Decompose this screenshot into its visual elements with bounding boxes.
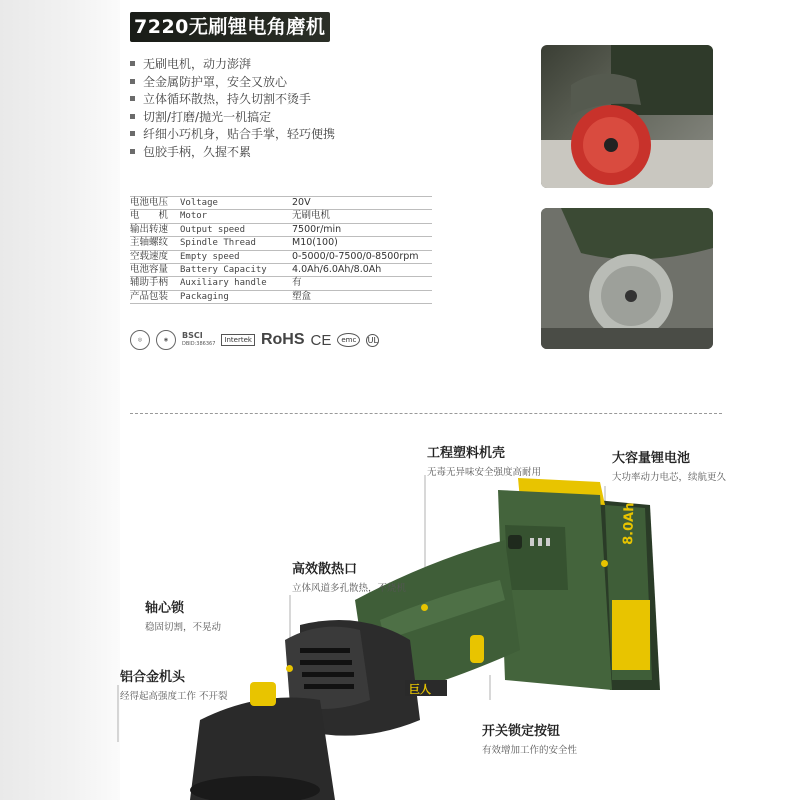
callout-dot: [601, 560, 608, 567]
feature-item: 切割/打磨/抛光一机搞定: [128, 109, 335, 127]
callout-aluminum-head: 铝合金机头 经得起高强度工作 不开裂: [120, 670, 228, 702]
product-title: 7220无刷锂电角磨机: [134, 16, 326, 38]
motor-housing: [498, 490, 612, 690]
intertek-logo: Intertek: [221, 334, 255, 346]
ul-logo: UL: [367, 335, 378, 345]
gear-head: [190, 620, 447, 800]
emc-logo: emc: [337, 333, 360, 347]
ce-logo: CE: [310, 331, 332, 349]
callout-heat-vent: 高效散热口 立体风道多孔散热，不烧机: [292, 562, 407, 594]
feature-item: 无刷电机，动力澎湃: [128, 56, 335, 74]
spec-row: 辅助手柄 Auxiliary handle 有: [130, 277, 432, 290]
spec-row: 主轴螺纹 Spindle Thread M10(100): [130, 237, 432, 250]
cooling-vents: [285, 627, 370, 709]
callout-lock-button: 开关锁定按钮 有效增加工作的安全性: [482, 724, 578, 756]
feature-item: 纤细小巧机身，贴合手掌，轻巧便携: [128, 126, 335, 144]
feature-item: 包胶手柄，久握不累: [128, 144, 335, 162]
bsci-logo: BSCI DBID:386367: [182, 331, 216, 347]
spec-row: 电池电压 Voltage 20V: [130, 197, 432, 210]
circle-cert-icon: ◉: [156, 330, 176, 350]
brand-logo-text: 巨人: [409, 683, 431, 696]
spec-row: 电 机 Motor 无刷电机: [130, 210, 432, 223]
spec-row: 空载速度 Empty speed 0-5000/0-7500/0-8500rpm: [130, 250, 432, 263]
feature-item: 立体循环散热，持久切割不烫手: [128, 91, 335, 109]
spec-row: 产品包装 Packaging 塑盒: [130, 290, 432, 303]
rohs-logo: RoHS: [260, 331, 305, 348]
feature-item: 全金属防护罩，安全又放心: [128, 74, 335, 92]
vent-panel: [505, 525, 568, 590]
callout-plastic-shell: 工程塑料机壳 无毒无异味安全强度高耐用: [427, 446, 542, 478]
lock-button: [470, 635, 484, 663]
callout-dot: [286, 665, 293, 672]
callout-dot: [267, 690, 274, 697]
callout-battery: 大容量锂电池 大功率动力电芯，续航更久: [612, 451, 727, 483]
spec-row: 输出转速 Output speed 7500r/min: [130, 223, 432, 236]
battery-label: [612, 600, 650, 670]
callout-dot: [475, 650, 482, 657]
spec-row: 电池容量 Battery Capacity 4.0Ah/6.0Ah/8.0Ah: [130, 264, 432, 277]
callout-spindle-lock: 轴心锁 稳固切割，不晃动: [145, 601, 222, 633]
seal-icon: ◎: [130, 330, 150, 350]
battery-capacity-text: 8.0Ah: [621, 502, 638, 546]
callout-dot: [421, 604, 428, 611]
power-icon: [508, 535, 522, 549]
